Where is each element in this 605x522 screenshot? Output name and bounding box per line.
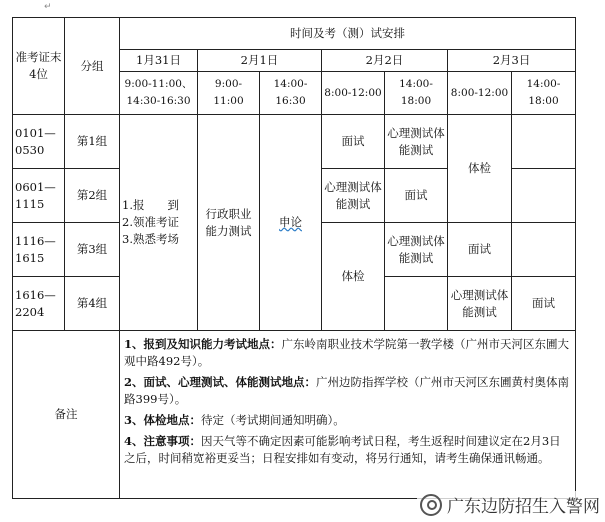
note-item xyxy=(124,433,569,467)
header-row-1 xyxy=(13,18,576,50)
essay-exam-label: 申论 xyxy=(279,215,302,229)
date-jan31: 1月31日 xyxy=(120,50,198,72)
time-feb1-am: 9:00-11:00 xyxy=(198,72,260,115)
time-feb3-pm: 14:00-18:00 xyxy=(512,72,576,115)
task-item: 3.熟悉考场 xyxy=(122,232,179,246)
id-range: 0101—0530 xyxy=(13,115,65,169)
notes-body xyxy=(120,331,576,499)
id-range: 1116—1615 xyxy=(13,223,65,277)
feb2-am-interview: 面试 xyxy=(322,115,385,169)
feb2-am-physical: 体检 xyxy=(322,223,385,331)
feb2-pm-interview: 面试 xyxy=(385,169,448,223)
feb3-am-psych-fitness: 心理测试体能测试 xyxy=(448,277,512,331)
feb1-pm-exam xyxy=(260,115,322,331)
wechat-logo-icon xyxy=(420,494,442,516)
feb3-pm-empty xyxy=(512,223,576,277)
time-jan31: 9:00-11:00、14:30-16:30 xyxy=(120,72,198,115)
group-name: 第3组 xyxy=(65,223,120,277)
feb3-am-physical: 体检 xyxy=(448,115,512,223)
exam-schedule-table xyxy=(12,17,576,499)
watermark-text: 广东边防招生入警网 xyxy=(447,497,600,517)
note-text: 待定（考试期间通知明确）。 xyxy=(201,413,345,427)
note-heading: 4、注意事项： xyxy=(124,434,202,448)
time-feb2-am: 8:00-12:00 xyxy=(322,72,385,115)
notes-label: 备注 xyxy=(13,331,120,499)
date-feb2: 2月2日 xyxy=(322,50,448,72)
note-item xyxy=(124,374,569,408)
note-text: 广东岭南职业技术学院第一教学楼（广州市天河区东圃大观中路492号）。 xyxy=(124,337,570,368)
group-name: 第2组 xyxy=(65,169,120,223)
task-item: 2.领准考证 xyxy=(122,215,179,229)
note-heading: 2、面试、心理测试、体能测试地点： xyxy=(124,375,316,389)
paragraph-mark: ↵ xyxy=(44,2,52,12)
note-item xyxy=(124,336,569,370)
time-feb1-pm: 14:00-16:30 xyxy=(260,72,322,115)
time-feb3-am: 8:00-12:00 xyxy=(448,72,512,115)
feb1-am-exam: 行政职业能力测试 xyxy=(198,115,260,331)
note-item xyxy=(124,412,569,429)
id-header: 准考证末4位 xyxy=(13,18,65,115)
group-name: 第1组 xyxy=(65,115,120,169)
group-header: 分组 xyxy=(65,18,120,115)
feb3-pm-empty xyxy=(512,115,576,169)
note-text: 广州边防指挥学校（广州市天河区东圃黄村奥体南路399号）。 xyxy=(124,375,569,406)
feb2-pm-empty xyxy=(385,277,448,331)
task-item: 1.报 到 xyxy=(122,198,179,212)
date-feb1: 2月1日 xyxy=(198,50,322,72)
feb2-pm-psych-fitness: 心理测试体能测试 xyxy=(385,115,448,169)
note-heading: 1、报到及知识能力考试地点： xyxy=(124,337,282,351)
schedule-title: 时间及考（测）试安排 xyxy=(120,18,576,50)
table-row xyxy=(13,115,576,169)
id-range: 0601—1115 xyxy=(13,169,65,223)
watermark xyxy=(417,491,603,518)
feb3-pm-interview: 面试 xyxy=(512,277,576,331)
feb2-am-psych-fitness: 心理测试体能测试 xyxy=(322,169,385,223)
group-name: 第4组 xyxy=(65,277,120,331)
time-feb2-pm: 14:00-18:00 xyxy=(385,72,448,115)
jan31-tasks xyxy=(120,115,198,331)
id-range: 1616—2204 xyxy=(13,277,65,331)
feb3-pm-empty xyxy=(512,169,576,223)
notes-row xyxy=(13,331,576,499)
feb2-pm-psych-fitness: 心理测试体能测试 xyxy=(385,223,448,277)
note-text: 因天气等不确定因素可能影响考试日程，考生返程时间建议定在2月3日之后，时间稍宽裕更妥当；日程安排如有变动，将另行通知，请考生确保通讯畅通。 xyxy=(124,434,561,465)
note-heading: 3、体检地点： xyxy=(124,413,202,427)
date-feb3: 2月3日 xyxy=(448,50,576,72)
feb3-am-interview: 面试 xyxy=(448,223,512,277)
